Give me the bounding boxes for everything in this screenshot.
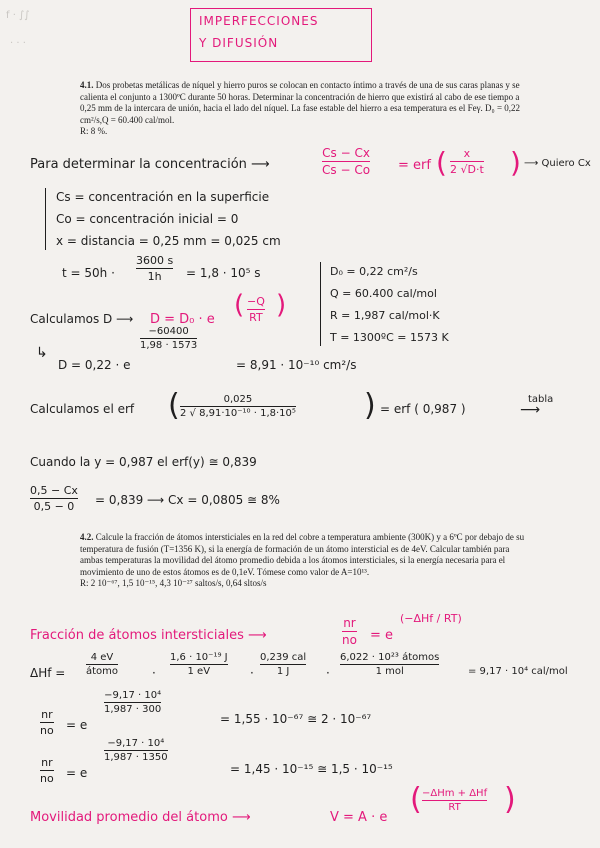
calc-d-label: Calculamos D ⟶ <box>30 312 134 326</box>
fraction-bar <box>40 722 54 723</box>
ratio-num: nr <box>41 756 53 769</box>
t-result: = 1,8 · 10⁵ s <box>186 266 261 280</box>
fraction-bar <box>322 161 370 162</box>
movilidad-label: Movilidad promedio del átomo ⟶ <box>30 810 251 825</box>
tabla-note: tabla <box>528 394 554 405</box>
fraction-bar <box>340 664 439 665</box>
erf-argument-den: 2 √D·t <box>450 163 484 176</box>
problem-text: Dos probetas metálicas de níquel y hierro puros se colocan en contacto íntimo a través de una de sus caras planas y se calienta el conjunto a 1300ºC durante 50 horas. Determinar la concentración de hierro que existirá al cabo de ese tiempo a 0,25 mm de la intercara de unión, hacia el lado del níquel. La fase estable del hierro a esa temperatura es el Feγ. D₀ = 0,22 cm²/s,Q = 60.400 cal/mol. <box>80 80 521 125</box>
exp-base: = e <box>66 718 88 732</box>
bleed-through-mark: · · · <box>10 38 26 49</box>
t-definition: t = 50h · <box>62 266 115 280</box>
title-box <box>190 8 372 62</box>
nr-label: nr <box>343 616 356 630</box>
t-conversion-den: 1h <box>147 270 162 283</box>
d-result: = 8,91 · 10⁻¹⁰ cm²/s <box>236 358 357 372</box>
problem-answer: R: 2 10⁻⁶⁷, 1,5 10⁻¹⁵, 4,3 10⁻²⁷ saltos/s, 0,64 sltos/s <box>80 578 267 588</box>
d-formula-exponent <box>246 294 266 325</box>
temperature-value: T = 1300ºC = 1573 K <box>330 331 449 344</box>
dhf-label: ΔHf = <box>30 666 66 680</box>
exp-1350-den: 1,987 · 1350 <box>104 752 168 763</box>
ratio-300 <box>40 708 54 737</box>
paren-right: ) <box>504 782 516 817</box>
d-exponent-den: RT <box>249 311 263 324</box>
erf-calc-argument <box>180 394 296 419</box>
dhf-factor-4 <box>340 652 439 677</box>
exp-1350-num: −9,17 · 10⁴ <box>107 738 165 749</box>
x-definition: x = distancia = 0,25 mm = 0,025 cm <box>56 234 281 248</box>
no-label: no <box>342 633 357 647</box>
final-fraction <box>30 484 78 513</box>
fraction-bar <box>342 631 357 632</box>
paren-right: ) <box>276 290 287 320</box>
fraction-bar <box>104 750 168 751</box>
constants-brace <box>320 262 321 346</box>
erf-calc-result: = erf ( 0,987 ) <box>380 402 466 416</box>
erf-ratio <box>322 146 370 177</box>
problem-number: 4.1. <box>80 80 94 90</box>
ratio-den: no <box>40 724 54 737</box>
fraction-bar <box>104 702 161 703</box>
ratio-num: nr <box>41 708 53 721</box>
paren-right: ) <box>510 146 521 179</box>
problem-text: Calcule la fracción de átomos intersticiales en la red del cobre a temperatura ambiente (300K) y a 6ºC por debajo de su temperatura de fusión (T=1356 K), si la energía de formación de un átomo intersticial es de 4eV. Calcular también para ambas temperaturas la movilidad del átomo promedio debida a los átomos intersticiales, si la energía necesaria para el movimiento de uno de estos átomos es de 0,1eV. Tómese como valor de A=10¹³. <box>80 532 525 577</box>
d-line2: D = 0,22 · e <box>58 358 131 372</box>
cuando-line: Cuando la y = 0,987 el erf(y) ≅ 0,839 <box>30 455 257 469</box>
fraction-bar <box>450 161 484 162</box>
fraction-bar <box>86 664 118 665</box>
nr-no-fraction <box>342 616 357 647</box>
r-value: R = 1,987 cal/mol·K <box>330 309 440 322</box>
exp-300-den: 1,987 · 300 <box>104 704 162 715</box>
frac-exp-value: (−ΔHf / RT) <box>400 612 462 625</box>
definitions-brace <box>45 188 46 250</box>
problem-number: 4.2. <box>80 532 94 542</box>
t-conversion <box>136 254 173 283</box>
bleed-through-mark: f · ∫∫ <box>6 10 30 21</box>
problem-4-2-statement <box>80 532 530 590</box>
fraction-bar <box>140 338 197 339</box>
co-definition: Co = concentración inicial = 0 <box>56 212 239 226</box>
erf-equals: = erf <box>398 158 431 173</box>
dhf-f4-num: 6,022 · 10²³ átomos <box>340 652 440 663</box>
fraction-bar <box>247 309 265 310</box>
v-exp-num: −ΔHm + ΔHf <box>422 788 488 799</box>
frac-exp-base: = e <box>370 628 394 643</box>
result-300: = 1,55 · 10⁻⁶⁷ ≅ 2 · 10⁻⁶⁷ <box>220 712 372 726</box>
problem-answer: R: 8 %. <box>80 126 108 136</box>
v-exponent <box>422 788 487 813</box>
d-line2-exp-den: 1,98 · 1573 <box>140 340 198 351</box>
ratio-den: no <box>40 772 54 785</box>
fraction-bar <box>30 498 78 499</box>
fraction-bar <box>170 664 228 665</box>
paren-left: ( <box>410 782 422 817</box>
erf-argument-num: x <box>463 147 471 160</box>
fraccion-label: Fracción de átomos intersticiales ⟶ <box>30 628 267 643</box>
exp-base: = e <box>66 766 88 780</box>
dhf-f2-num: 1,6 · 10⁻¹⁹ J <box>170 652 228 663</box>
erf-ratio-den: Cs − Co <box>322 163 371 177</box>
exp-1350 <box>104 738 168 763</box>
paren-right: ) <box>364 388 376 423</box>
calc-erf-label: Calculamos el erf <box>30 402 135 416</box>
exp-300-num: −9,17 · 10⁴ <box>104 690 162 701</box>
d0-value: D₀ = 0,22 cm²/s <box>330 265 418 278</box>
dhf-factor-3 <box>260 652 306 677</box>
dhf-f3-den: 1 J <box>276 666 290 677</box>
dhf-result: = 9,17 · 10⁴ cal/mol <box>468 666 568 677</box>
erf-calc-den: 2 √ 8,91·10⁻¹⁰ · 1,8·10⁵ <box>180 408 296 419</box>
final-num: 0,5 − Cx <box>30 484 78 497</box>
d-line2-exponent <box>140 326 197 351</box>
fraction-bar <box>260 664 306 665</box>
title-line-2: Y DIFUSIÓN <box>199 36 279 50</box>
paren-left: ( <box>436 146 447 179</box>
exp-300 <box>104 690 161 715</box>
erf-argument <box>450 147 484 176</box>
problem-4-1-statement <box>80 80 525 138</box>
paren-left: ( <box>168 388 180 423</box>
t-conversion-num: 3600 s <box>136 254 174 267</box>
dhf-f2-den: 1 eV <box>187 666 211 677</box>
final-result: = 0,839 ⟶ Cx = 0,0805 ≅ 8% <box>95 493 280 507</box>
title-line-1: IMPERFECCIONES <box>199 14 319 28</box>
d-exponent-num: −Q <box>247 295 265 308</box>
dhf-factor-1 <box>86 652 118 677</box>
cs-definition: Cs = concentración en la superficie <box>56 190 270 204</box>
erf-ratio-num: Cs − Cx <box>322 146 370 160</box>
hook-arrow: ↳ <box>36 345 48 361</box>
v-formula: V = A · e <box>330 810 388 825</box>
q-value: Q = 60.400 cal/mol <box>330 287 437 300</box>
fraction-bar <box>180 406 296 407</box>
dhf-f1-den: átomo <box>86 666 119 677</box>
final-den: 0,5 − 0 <box>33 500 75 513</box>
mult-dot: · <box>326 666 330 680</box>
erf-calc-num: 0,025 <box>223 394 253 405</box>
dhf-factor-2 <box>170 652 228 677</box>
paren-left: ( <box>234 290 245 320</box>
ratio-1350 <box>40 756 54 785</box>
d-formula: D = D₀ · e <box>150 312 215 327</box>
fraction-bar <box>422 800 487 801</box>
mult-dot: · <box>152 666 156 680</box>
mult-dot: · <box>250 666 254 680</box>
tabla-arrow: ⟶ <box>520 402 541 418</box>
result-1350: = 1,45 · 10⁻¹⁵ ≅ 1,5 · 10⁻¹⁵ <box>230 762 393 776</box>
dhf-f1-num: 4 eV <box>90 652 114 663</box>
intro-text: Para determinar la concentración ⟶ <box>30 157 270 172</box>
erf-note: ⟶ Quiero Cx <box>524 158 591 169</box>
v-exp-den: RT <box>448 802 461 813</box>
d-line2-exp-num: −60400 <box>148 326 189 337</box>
dhf-f3-num: 0,239 cal <box>260 652 307 663</box>
fraction-bar <box>136 268 173 269</box>
fraction-bar <box>40 770 54 771</box>
dhf-f4-den: 1 mol <box>375 666 404 677</box>
